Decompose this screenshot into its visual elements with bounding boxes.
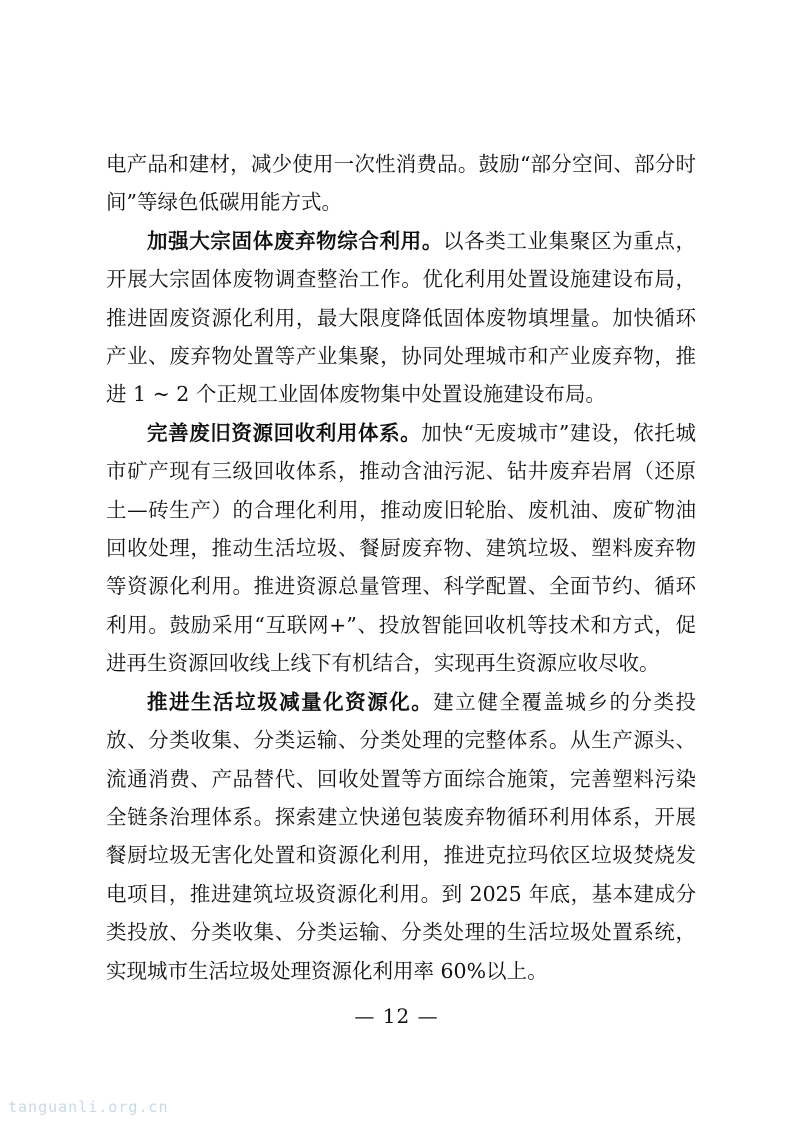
paragraph-continuation <box>106 145 696 222</box>
page-number: — 12 — <box>354 1004 439 1028</box>
paragraph-text: 加快“无废城市”建设，依托城市矿产现有三级回收体系，推动含油污泥、钻井废弃岩屑（还原土—砖生产）的合理化利用，推动废旧轮胎、废机油、废矿物油回收处理，推动生活垃圾、餐厨废弃物、建筑垃圾、塑料废弃物等资源化利用。推进资源总量管理、科学配置、全面节约、循环利用。鼓励采用“互联网+”、投放智能回收机等技术和方式，促进再生资源回收线上线下有机结合，实现再生资源应收尽收。 <box>106 420 696 676</box>
paragraph-solid-waste <box>106 222 696 414</box>
paragraph-heading: 推进生活垃圾减量化资源化。 <box>147 689 434 714</box>
paragraph-household-waste <box>106 683 696 990</box>
body-text <box>106 145 696 990</box>
paragraph-text: 建立健全覆盖城乡的分类投放、分类收集、分类运输、分类处理的完整体系。从生产源头、流通消费、产品替代、回收处置等方面综合施策，完善塑料污染全链条治理体系。探索建立快递包装废弃物循环利用体系，开展餐厨垃圾无害化处置和资源化利用，推进克拉玛依区垃圾焚烧发电项目，推进建筑垃圾资源化利用。到 2025 年底，基本建成分类投放、分类收集、分类运输、分类处理的生活垃圾处置系统，实现城市生活垃圾处理资源化利用率 60%以上。 <box>106 689 697 983</box>
watermark: tanguanli.org.cn <box>8 1098 169 1116</box>
paragraph-heading: 加强大宗固体废弃物综合利用。 <box>147 228 443 253</box>
paragraph-recycling-system <box>106 414 696 683</box>
paragraph-text: 以各类工业集聚区为重点，开展大宗固体废物调查整治工作。优化利用处置设施建设布局，推进固废资源化利用，最大限度降低固体废物填埋量。加快循环产业、废弃物处置等产业集聚，协同处理城市和产业废弃物，推进 1 ~ 2 个正规工业固体废物集中处置设施建设布局。 <box>106 228 697 407</box>
paragraph-heading: 完善废旧资源回收利用体系。 <box>147 420 422 445</box>
paragraph-text: 电产品和建材，减少使用一次性消费品。鼓励“部分空间、部分时间”等绿色低碳用能方式。 <box>106 152 696 215</box>
